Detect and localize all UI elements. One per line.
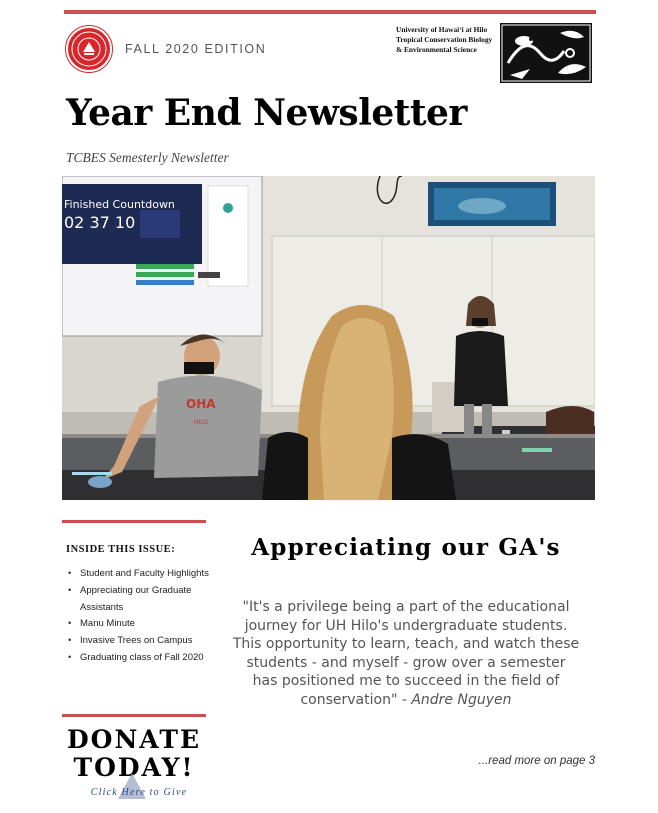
read-more-link[interactable]: ...read more on page 3	[478, 755, 595, 767]
uh-hilo-tcbes-logo	[396, 23, 594, 83]
toc-item[interactable]: • Appreciating our Graduate Assistants	[80, 583, 222, 617]
logo-line-1: University of Hawaiʻi at Hilo	[396, 25, 488, 34]
newsletter-title: Year End Newsletter	[66, 92, 467, 134]
quote-author: Andre Nguyen	[411, 691, 512, 708]
click-here-to-give-link[interactable]: Click Here to Give	[90, 787, 188, 798]
inside-this-issue-heading: INSIDE THIS ISSUE:	[66, 544, 176, 555]
edition-label: FALL 2020 EDITION	[125, 42, 267, 56]
article-quote	[232, 598, 580, 710]
shirt-text: OHA	[186, 397, 216, 411]
toc-item[interactable]: • Manu Minute	[80, 616, 222, 633]
toc-item[interactable]: • Student and Faculty Highlights	[80, 566, 222, 583]
newsletter-subtitle: TCBES Semesterly Newsletter	[66, 150, 229, 165]
sidebar-top-divider	[62, 520, 206, 523]
top-accent-bar	[64, 10, 596, 14]
donate-line-2: TODAY!	[73, 753, 195, 782]
quote-text: "It's a privilege being a part of the educational journey for UH Hilo's undergraduate students. This opportunity to learn, teach, and watch these students - and myself - grow over a semester has positioned me to succeed in the field of conservation" -	[232, 599, 580, 708]
shirt-text-2: HILO	[194, 419, 209, 426]
screen-heading: Finished Countdown	[64, 198, 175, 211]
logo-line-2: Tropical Conservation Biology	[396, 35, 493, 44]
logo-line-3: & Environmental Science	[396, 45, 477, 54]
screen-timer: 02 37 10	[64, 213, 136, 232]
university-seal-logo	[66, 26, 112, 72]
donate-line-1: DONATE	[67, 725, 201, 754]
logo-artwork	[500, 23, 592, 83]
sidebar-bottom-divider	[62, 714, 206, 717]
table-of-contents	[66, 566, 222, 667]
article-title: Appreciating our GA's	[251, 534, 561, 561]
classroom-photo	[62, 176, 595, 500]
toc-item[interactable]: • Graduating class of Fall 2020	[80, 650, 222, 667]
toc-item[interactable]: • Invasive Trees on Campus	[80, 633, 222, 650]
